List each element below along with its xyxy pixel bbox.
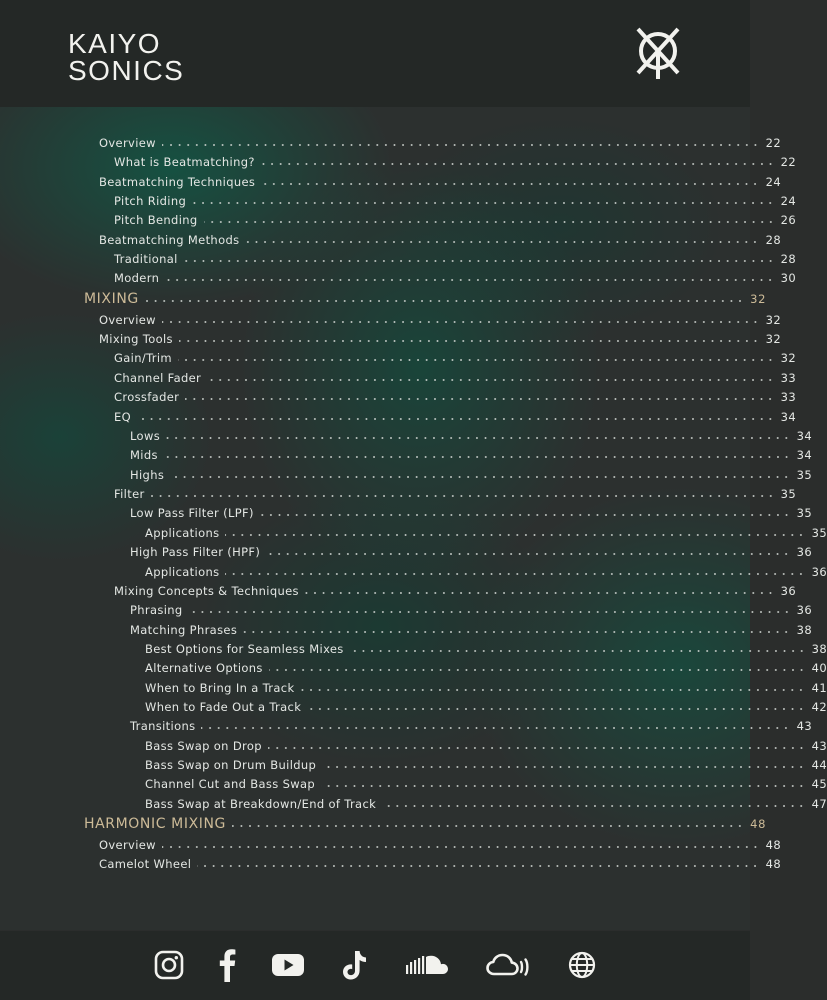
dot-leader bbox=[225, 573, 805, 575]
toc-entry[interactable] bbox=[0, 249, 796, 268]
mixcloud-icon[interactable] bbox=[486, 948, 530, 982]
toc-entry-page: 22 bbox=[780, 154, 796, 169]
toc-entry[interactable] bbox=[0, 755, 827, 774]
toc-entry[interactable] bbox=[0, 581, 796, 600]
toc-entry[interactable] bbox=[0, 542, 812, 561]
toc-section-label: MIXING bbox=[84, 291, 139, 307]
toc-entry-page: 35 bbox=[811, 525, 827, 540]
toc-entry[interactable] bbox=[0, 172, 781, 191]
dot-leader bbox=[232, 825, 744, 827]
toc-entry-label: Bass Swap on Drop bbox=[145, 738, 262, 753]
dot-leader bbox=[184, 260, 775, 262]
dot-leader bbox=[164, 456, 791, 458]
toc-entry[interactable] bbox=[0, 329, 781, 348]
toc-entry-page: 42 bbox=[811, 699, 827, 714]
toc-entry[interactable] bbox=[0, 348, 796, 367]
toc-entry-label: Phrasing bbox=[130, 602, 183, 617]
website-globe-icon[interactable] bbox=[568, 948, 596, 982]
dot-leader bbox=[204, 221, 775, 223]
toc-entry-page: 35 bbox=[796, 505, 812, 520]
toc-entry[interactable] bbox=[0, 310, 781, 329]
toc-entry[interactable] bbox=[0, 503, 812, 522]
youtube-icon[interactable] bbox=[272, 948, 304, 982]
dot-leader bbox=[165, 279, 774, 281]
toc-entry-page: 35 bbox=[780, 486, 796, 501]
brand-wordmark bbox=[68, 30, 184, 84]
toc-entry[interactable] bbox=[0, 678, 827, 697]
toc-entry-label: Highs bbox=[130, 467, 165, 482]
dot-leader bbox=[162, 846, 760, 848]
toc-entry[interactable] bbox=[0, 426, 812, 445]
toc-entry[interactable] bbox=[0, 697, 827, 716]
toc-entry-page: 43 bbox=[796, 718, 812, 733]
dot-leader bbox=[201, 727, 790, 729]
toc-entry-page: 45 bbox=[811, 776, 827, 791]
toc-entry-page: 36 bbox=[780, 583, 796, 598]
toc-entry-label: When to Fade Out a Track bbox=[145, 699, 302, 714]
soundcloud-icon[interactable] bbox=[406, 948, 448, 982]
toc-entry[interactable] bbox=[0, 600, 812, 619]
dot-leader bbox=[189, 611, 791, 613]
brand-line-2: SONICS bbox=[68, 55, 185, 86]
dot-leader bbox=[268, 747, 806, 749]
toc-entry-page: 38 bbox=[811, 641, 827, 656]
toc-entry-label: Channel Cut and Bass Swap bbox=[145, 776, 316, 791]
toc-section-label: HARMONIC MIXING bbox=[84, 816, 227, 832]
dot-leader bbox=[145, 300, 744, 302]
toc-entry-label: Bass Swap at Breakdown/End of Track bbox=[145, 796, 377, 811]
table-of-contents bbox=[0, 107, 827, 930]
toc-entry[interactable] bbox=[0, 210, 796, 229]
toc-entry[interactable] bbox=[0, 465, 812, 484]
toc-entry-label: Mixing Concepts & Techniques bbox=[114, 583, 299, 598]
toc-entry[interactable] bbox=[0, 523, 827, 542]
toc-entry-label: Crossfader bbox=[114, 389, 180, 404]
toc-entry-label: Applications bbox=[145, 525, 220, 540]
toc-entry[interactable] bbox=[0, 639, 827, 658]
toc-entry-label: Applications bbox=[145, 564, 220, 579]
toc-entry-page: 40 bbox=[811, 660, 827, 675]
dot-leader bbox=[225, 534, 805, 536]
toc-entry-label: When to Bring In a Track bbox=[145, 680, 295, 695]
dot-leader bbox=[207, 379, 775, 381]
toc-entry[interactable] bbox=[0, 484, 796, 503]
toc-entry[interactable] bbox=[0, 407, 796, 426]
dot-leader bbox=[382, 805, 806, 807]
dot-leader bbox=[307, 708, 805, 710]
toc-entry-page: 32 bbox=[765, 312, 781, 327]
toc-entry-label: Traditional bbox=[114, 251, 178, 266]
toc-entry-label: Low Pass Filter (LPF) bbox=[130, 505, 254, 520]
dot-leader bbox=[192, 202, 775, 204]
toc-entry[interactable] bbox=[0, 620, 812, 639]
toc-entry[interactable] bbox=[0, 268, 796, 287]
toc-entry-page: 44 bbox=[811, 757, 827, 772]
dot-leader bbox=[266, 553, 790, 555]
toc-entry-page: 48 bbox=[765, 837, 781, 852]
page-header bbox=[0, 0, 750, 107]
toc-entry-label: High Pass Filter (HPF) bbox=[130, 544, 261, 559]
tiktok-icon[interactable] bbox=[342, 948, 368, 982]
toc-entry-label: Beatmatching Methods bbox=[99, 232, 240, 247]
toc-entry-label: Matching Phrases bbox=[130, 622, 238, 637]
toc-entry-label: Overview bbox=[99, 837, 156, 852]
toc-entry-page: 41 bbox=[811, 680, 827, 695]
toc-entry[interactable] bbox=[0, 716, 812, 735]
toc-entry[interactable] bbox=[0, 794, 827, 813]
dot-leader bbox=[170, 476, 790, 478]
toc-entry-label: Mids bbox=[130, 447, 158, 462]
toc-entry-page: 47 bbox=[811, 796, 827, 811]
kaiyo-sonics-emblem-icon bbox=[632, 26, 684, 80]
toc-entry[interactable] bbox=[0, 835, 781, 854]
dot-leader bbox=[137, 418, 775, 420]
toc-entry-page: 35 bbox=[796, 467, 812, 482]
dot-leader bbox=[166, 437, 791, 439]
toc-entry[interactable] bbox=[0, 736, 827, 755]
toc-entry-label: Channel Fader bbox=[114, 370, 202, 385]
toc-entry-page: 34 bbox=[780, 409, 796, 424]
dot-leader bbox=[269, 669, 806, 671]
toc-entry[interactable] bbox=[0, 562, 827, 581]
toc-entry-label: Pitch Riding bbox=[114, 193, 187, 208]
toc-entry-page: 48 bbox=[750, 817, 766, 831]
toc-entry-label: Beatmatching Techniques bbox=[99, 174, 256, 189]
dot-leader bbox=[245, 241, 759, 243]
toc-entry-page: 28 bbox=[780, 251, 796, 266]
toc-entry[interactable] bbox=[0, 854, 781, 873]
toc-entry-page: 36 bbox=[796, 602, 812, 617]
toc-entry-page: 33 bbox=[780, 370, 796, 385]
toc-entry-label: Overview bbox=[99, 135, 156, 150]
dot-leader bbox=[321, 785, 806, 787]
toc-entry-label: Filter bbox=[114, 486, 145, 501]
dot-leader bbox=[162, 321, 760, 323]
dot-leader bbox=[261, 183, 759, 185]
dot-leader bbox=[260, 514, 791, 516]
dot-leader bbox=[197, 865, 759, 867]
toc-entry-page: 26 bbox=[780, 212, 796, 227]
toc-entry-page: 28 bbox=[765, 232, 781, 247]
toc-entry-page: 32 bbox=[780, 350, 796, 365]
toc-entry-label: Camelot Wheel bbox=[99, 856, 192, 871]
toc-entry-page: 33 bbox=[780, 389, 796, 404]
toc-entry-page: 30 bbox=[780, 270, 796, 285]
toc-section-mixing[interactable] bbox=[0, 288, 766, 310]
dot-leader bbox=[243, 631, 790, 633]
toc-entry[interactable] bbox=[0, 658, 827, 677]
social-footer bbox=[0, 931, 750, 1000]
dot-leader bbox=[300, 689, 805, 691]
toc-entry-page: 43 bbox=[811, 738, 827, 753]
toc-entry-page: 22 bbox=[765, 135, 781, 150]
dot-leader bbox=[178, 359, 775, 361]
toc-entry-label: Best Options for Seamless Mixes bbox=[145, 641, 344, 656]
toc-entry-label: Transitions bbox=[130, 718, 196, 733]
toc-entry[interactable] bbox=[0, 774, 827, 793]
toc-entry-page: 34 bbox=[796, 447, 812, 462]
toc-entry-label: Alternative Options bbox=[145, 660, 263, 675]
toc-entry-page: 38 bbox=[796, 622, 812, 637]
toc-entry-label: Mixing Tools bbox=[99, 331, 173, 346]
toc-entry-page: 36 bbox=[796, 544, 812, 559]
toc-entry[interactable] bbox=[0, 445, 812, 464]
toc-entry-label: Modern bbox=[114, 270, 160, 285]
toc-entry-label: Lows bbox=[130, 428, 161, 443]
toc-entry-label: Gain/Trim bbox=[114, 350, 172, 365]
toc-entry-label: Bass Swap on Drum Buildup bbox=[145, 757, 317, 772]
toc-entry[interactable] bbox=[0, 152, 796, 171]
facebook-icon[interactable] bbox=[218, 948, 236, 982]
toc-entry-page: 24 bbox=[765, 174, 781, 189]
toc-entry-page: 36 bbox=[811, 564, 827, 579]
toc-entry-page: 34 bbox=[796, 428, 812, 443]
toc-entry[interactable] bbox=[0, 191, 796, 210]
brand-line-1: KAIYO bbox=[68, 28, 162, 59]
dot-leader bbox=[162, 144, 760, 146]
dot-leader bbox=[350, 650, 806, 652]
toc-entry[interactable] bbox=[0, 368, 796, 387]
toc-entry-page: 48 bbox=[765, 856, 781, 871]
toc-entry[interactable] bbox=[0, 133, 781, 152]
dot-leader bbox=[261, 163, 775, 165]
toc-entry[interactable] bbox=[0, 387, 796, 406]
toc-entry-label: What is Beatmatching? bbox=[114, 154, 255, 169]
toc-entry-page: 32 bbox=[750, 292, 766, 306]
toc-entry-label: EQ bbox=[114, 409, 132, 424]
dot-leader bbox=[305, 592, 775, 594]
dot-leader bbox=[322, 766, 805, 768]
dot-leader bbox=[179, 340, 760, 342]
toc-entry-page: 32 bbox=[765, 331, 781, 346]
toc-entry-label: Overview bbox=[99, 312, 156, 327]
toc-entry[interactable] bbox=[0, 230, 781, 249]
instagram-icon[interactable] bbox=[154, 948, 184, 982]
dot-leader bbox=[151, 495, 775, 497]
toc-entry-page: 24 bbox=[780, 193, 796, 208]
toc-section-harmonic-mixing[interactable] bbox=[0, 813, 766, 835]
dot-leader bbox=[185, 398, 774, 400]
toc-entry-label: Pitch Bending bbox=[114, 212, 198, 227]
